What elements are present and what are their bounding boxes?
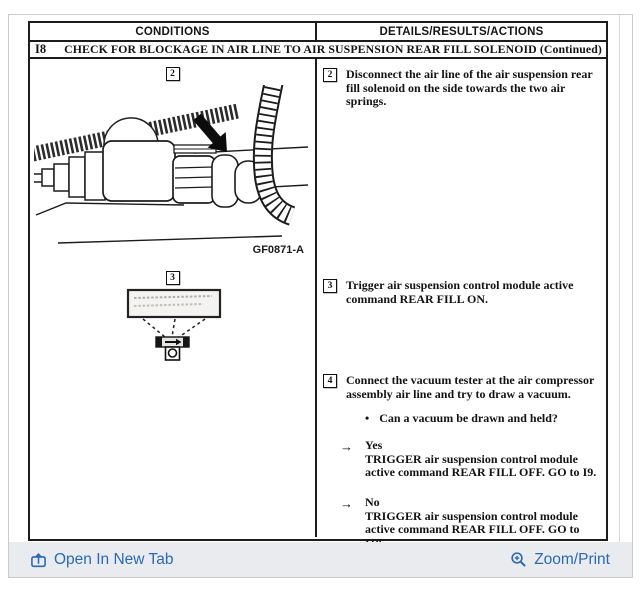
step-4	[323, 374, 601, 551]
figure-2-step-badge: 2	[166, 67, 180, 81]
zoom-print-label: Zoom/Print	[534, 550, 610, 568]
open-in-new-tab-icon	[30, 551, 47, 568]
result-yes-body	[365, 439, 601, 480]
step-2-text: Disconnect the air line of the air suspension rear fill solenoid on the side towards the two air springs.	[346, 67, 593, 109]
step-2-badge: 2	[323, 68, 337, 82]
figure-3-step-badge: 3	[166, 271, 180, 285]
step-3-text: Trigger air suspension control module active command REAR FILL ON.	[346, 278, 574, 306]
details-header: DETAILS/RESULTS/ACTIONS	[379, 25, 544, 38]
step-2	[323, 68, 601, 109]
conditions-column	[30, 59, 317, 537]
magnifier-icon	[510, 551, 527, 568]
open-in-new-tab-label: Open In New Tab	[54, 550, 174, 568]
step-4-badge: 4	[323, 374, 337, 388]
result-yes-text: TRIGGER air suspension control module active command REAR FILL OFF. GO to I9.	[365, 451, 597, 480]
document-viewer	[8, 14, 633, 578]
diagnostic-table	[28, 21, 608, 541]
step-3	[323, 279, 601, 306]
step-4-body	[340, 373, 601, 551]
table-body	[30, 59, 606, 537]
result-yes-label: Yes	[365, 438, 383, 453]
table-header-row	[30, 23, 606, 42]
question-text: Can a vacuum be drawn and held?	[379, 411, 558, 426]
conditions-header: CONDITIONS	[30, 23, 317, 40]
result-no-label: No	[365, 495, 380, 510]
actions-column	[317, 59, 606, 537]
result-no-text: TRIGGER air suspension control module active command REAR FILL OFF. GO to	[365, 510, 601, 551]
arrow-icon: →	[340, 496, 353, 512]
section-title: CHECK FOR BLOCKAGE IN AIR LINE TO AIR SUSPENSION REAR FILL SOLENOID (Continued)	[64, 42, 602, 56]
open-in-new-tab-link[interactable]	[30, 551, 173, 569]
zoom-print-link[interactable]	[510, 551, 610, 569]
step-4-text: Connect the vacuum tester at the air compressor assembly air line and try to draw a vacuum.	[346, 373, 595, 401]
goto-ref: I9	[582, 465, 594, 480]
page-edge-shadow	[619, 15, 620, 542]
arrow-icon: →	[340, 439, 353, 455]
section-title-row	[30, 42, 606, 59]
bullet-glyph: •	[365, 411, 370, 426]
result-yes	[340, 439, 601, 480]
figure-caption: GF0871-A	[252, 244, 304, 256]
control-module-illustration	[111, 287, 235, 361]
question-row	[365, 412, 601, 426]
viewer-toolbar	[9, 542, 632, 577]
section-id: I8	[35, 42, 47, 56]
step-3-badge: 3	[323, 279, 337, 293]
solenoid-illustration	[34, 85, 310, 259]
